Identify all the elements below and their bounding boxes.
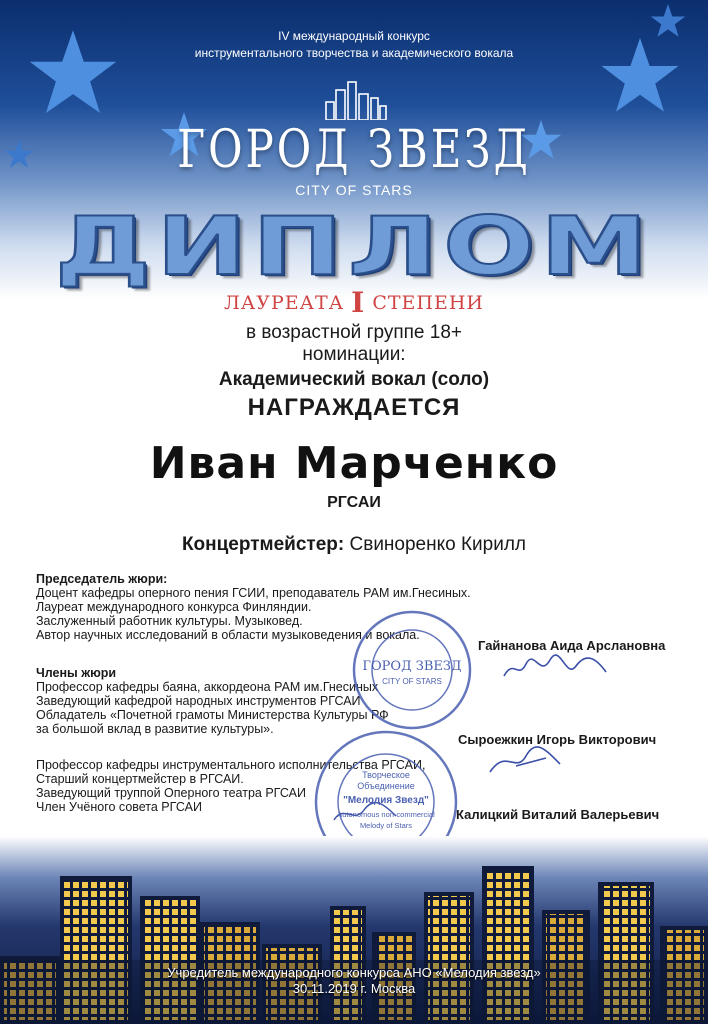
contest-line-2: инструментального творчества и академического вокала [194,46,514,60]
member-line: Профессор кафедры инструментального исполнительства РГСАИ, [36,758,426,772]
header-banner [0,0,708,300]
accompanist [0,534,708,556]
jury-members [36,666,389,736]
chair-line: Заслуженный работник культуры. Музыковед. [36,614,303,628]
founder-line: Учредитель международного конкурса АНО «Мелодия звезд» [167,965,541,980]
category: Академический вокал (соло) [218,369,490,390]
member1-name: Сыроежкин Игорь Викторович [458,732,657,747]
degree-suffix: СТЕПЕНИ [372,292,484,314]
stamp-line: "Мелодия Звезд" [343,795,429,806]
chair-line: Лауреат международного конкурса Финляндии. [36,600,312,614]
nomination-label: номинации: [302,344,406,365]
members-header: Члены жюри [36,666,117,680]
logo-title: ГОРОД ЗВЕЗД [177,118,531,180]
accompanist-name: Свиноренко Кирилл [349,534,527,555]
diploma-title: ДИПЛОМ [54,200,654,293]
stamp-logo: ГОРОД ЗВЕЗД [362,659,462,674]
chair-name: Гайнанова Аида Арслановна [478,638,666,653]
date-place-line: 30.11.2019 г. Москва [292,981,416,996]
signature-icon [500,650,610,684]
member-line: Обладатель «Почетной грамоты Министерства Культуры РФ [36,708,389,722]
awarded-label: НАГРАЖДАЕТСЯ [247,394,461,421]
stamp-line: Объединение [357,781,415,791]
recipient-organization: РГСАИ [327,494,381,511]
chair-header: Председатель жюри: [36,572,168,586]
stamp-line: Melody of Stars [359,821,413,830]
footer-text [0,965,708,997]
member-line: Заведующий кафедрой народных инструментов РГСАИ [36,694,361,708]
accompanist-label: Концертмейстер: [181,534,345,555]
contest-subtitle [0,28,708,62]
member-line: Старший концертмейстер в РГСАИ. [36,772,244,786]
stamp-icon [350,608,474,732]
stamp-logo-sub: CITY OF STARS [382,677,442,686]
degree-roman: I [351,286,366,319]
member-line: Заведующий труппой Оперного театра РГСАИ [36,786,306,800]
signature-icon [486,744,566,778]
member-line: Профессор кафедры баяна, аккордеона РАМ им.Гнесиных [36,680,379,694]
laureate-degree [0,286,708,319]
member-line: Член Учёного совета РГСАИ [36,800,202,814]
recipient-name: Иван Марченко [149,438,559,489]
degree-prefix: ЛАУРЕАТА [224,292,345,314]
skyline-icon [324,80,388,120]
age-group: в возрастной группе 18+ [245,322,463,343]
stamp-line: Autonomous non-commercial [337,810,435,819]
member-line: за большой вклад в развитие культуры». [36,722,274,736]
contest-line-1: IV международный конкурс [278,29,430,43]
member2-name: Калицкий Виталий Валерьевич [456,807,660,822]
chair-line: Доцент кафедры оперного пения ГСИИ, преподаватель РАМ им.Гнесиных. [36,586,471,600]
stamp-line: Творческое [362,770,410,780]
logo-subtitle: CITY OF STARS [295,182,413,198]
chair-line: Автор научных исследований в области музыковедения и вокала. [36,628,420,642]
